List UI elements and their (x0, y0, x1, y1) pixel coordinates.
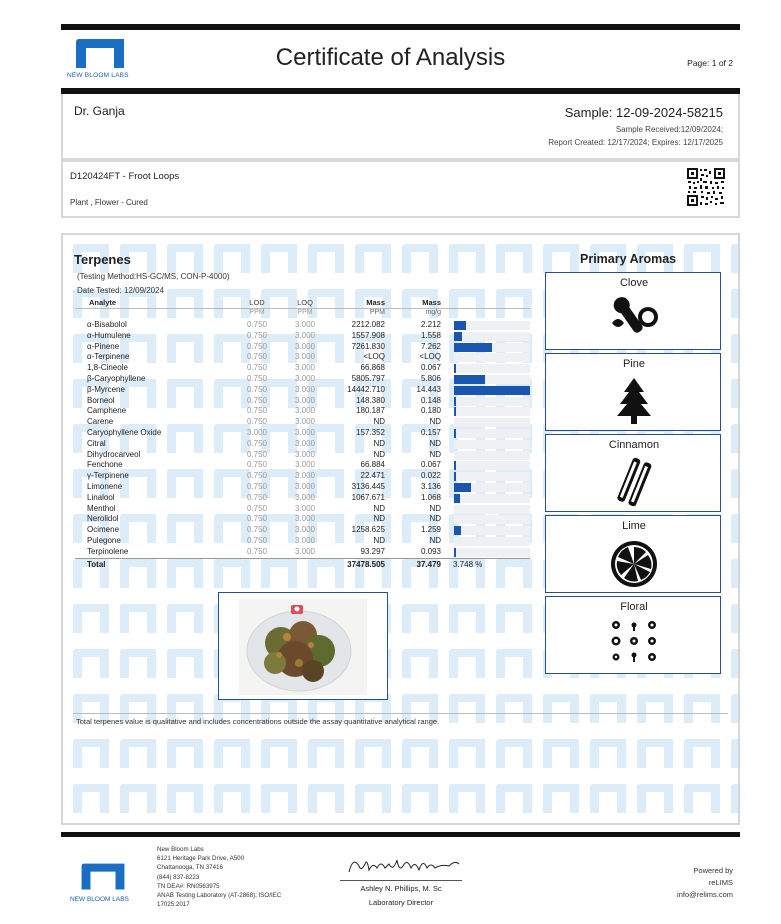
analyte-mass-mgg: 3.136 (420, 481, 441, 491)
analyte-lod: 0.750 (246, 471, 268, 481)
aroma-card-clove (545, 272, 721, 350)
table-row (75, 536, 530, 547)
analyte-lod: 0.750 (246, 525, 268, 535)
analyte-lod: 0.750 (246, 384, 268, 394)
analyte-mass-ppm: ND (373, 514, 385, 524)
analyte-name: β-Myrcene (87, 384, 125, 394)
analyte-name: Pulegone (87, 535, 121, 545)
col-lod: LOD (249, 298, 265, 307)
concentration-bar-track (454, 418, 530, 427)
analyte-mass-mgg: 7.262 (420, 341, 441, 351)
analyte-name: Nerolidol (87, 514, 119, 524)
concentration-bar (454, 548, 456, 557)
concentration-bar (454, 483, 471, 492)
concentration-bar-track (454, 429, 530, 438)
analyte-loq: 3.000 (294, 363, 316, 373)
analyte-lod: 0.750 (246, 438, 268, 448)
table-row (75, 493, 530, 504)
table-row (75, 450, 530, 461)
analyte-loq: 3.000 (294, 492, 316, 502)
analyte-loq: 3.000 (294, 535, 316, 545)
table-units (75, 309, 530, 320)
terpenes-table (75, 298, 530, 569)
analyte-loq: 3.000 (294, 320, 316, 329)
analyte-mass-mgg: 0.093 (420, 546, 441, 556)
table-row (75, 504, 530, 515)
analyte-lod: 0.750 (246, 395, 268, 405)
table-row (75, 471, 530, 482)
date-tested: Date Tested: 12/09/2024 (77, 286, 165, 295)
clove-icon (604, 293, 664, 345)
analyte-mass-mgg: ND (429, 438, 441, 448)
analyte-mass-mgg: ND (429, 503, 441, 513)
analyte-lod: 0.750 (246, 406, 268, 416)
concentration-bar-track (454, 386, 530, 395)
address-line: 6121 Heritage Park Drive, A500 (157, 855, 245, 863)
analyte-mass-mgg: 1.259 (420, 525, 441, 535)
analyte-name: Menthol (87, 503, 116, 513)
analyte-mass-mgg: ND (429, 535, 441, 545)
col-loq: LOQ (297, 298, 313, 307)
analyte-loq: 3.000 (294, 417, 316, 427)
table-row (75, 417, 530, 428)
analyte-loq: 3.000 (294, 546, 316, 556)
col-mass-ppm: Mass (366, 298, 385, 307)
concentration-bar (454, 472, 456, 481)
analyte-mass-ppm: 1067.671 (351, 492, 385, 502)
total-percent: 3.748 % (453, 559, 483, 569)
qualitative-note: Total terpenes value is qualitative and includes concentrations outside the assay quantitative analytical range. (76, 717, 440, 726)
table-total-row (75, 558, 530, 569)
cannabis-flower-image (219, 593, 389, 701)
analyte-mass-mgg: ND (429, 417, 441, 427)
flowers-icon (604, 617, 664, 669)
aroma-card-pine (545, 353, 721, 431)
analyte-lod: 0.750 (246, 449, 268, 459)
concentration-bar-track (454, 321, 530, 330)
total-mgg: 37.479 (416, 559, 441, 569)
concentration-bar-track (454, 364, 530, 373)
product-info-box (61, 160, 740, 218)
table-body (75, 320, 530, 558)
powered-by-name: reLIMS (708, 878, 733, 887)
analyte-loq: 3.000 (294, 406, 316, 416)
product-type: Plant , Flower - Cured (70, 198, 148, 207)
analyte-loq: 3.000 (294, 352, 316, 362)
page-number: Page: 1 of 2 (687, 58, 733, 68)
analyte-lod: 0.750 (246, 481, 268, 491)
analyte-mass-mgg: 14.443 (416, 384, 441, 394)
client-name: Dr. Ganja (74, 104, 125, 118)
new-bloom-labs-footer-logo-icon (78, 862, 128, 892)
concentration-bar (454, 429, 456, 438)
analyte-mass-ppm: ND (373, 535, 385, 545)
analyte-mass-ppm: ND (373, 417, 385, 427)
analyte-mass-ppm: 7261.830 (351, 341, 385, 351)
concentration-bar-track (454, 548, 530, 557)
product-name: D120424FT - Froot Loops (70, 171, 180, 182)
analyte-loq: 3.000 (294, 384, 316, 394)
analyte-mass-mgg: 5.806 (420, 373, 441, 383)
table-row (75, 460, 530, 471)
concentration-bar-track (454, 397, 530, 406)
logo-text: NEW BLOOM LABS (67, 72, 129, 79)
analyte-name: α-Bisabolol (87, 320, 127, 329)
analyte-mass-mgg: 1.558 (420, 330, 441, 340)
analyte-mass-ppm: 157.352 (356, 427, 385, 437)
analyte-lod: 0.750 (246, 330, 268, 340)
terpenes-title: Terpenes (74, 252, 131, 267)
concentration-bar-track (454, 537, 530, 546)
analyte-mass-mgg: 0.157 (420, 427, 441, 437)
concentration-bar-track (454, 483, 530, 492)
analyte-lod: 0.750 (246, 546, 268, 556)
analyte-mass-ppm: 14442.710 (347, 384, 385, 394)
powered-by-label: Powered by (693, 866, 733, 875)
lab-address (157, 845, 281, 909)
concentration-bar-track (454, 343, 530, 352)
analyte-lod: 0.750 (246, 363, 268, 373)
unit-loq: PPM (297, 309, 313, 316)
analyte-mass-ppm: ND (373, 449, 385, 459)
analyte-lod: 0.750 (246, 320, 268, 329)
concentration-bar-track (454, 353, 530, 362)
analyte-lod: 0.750 (246, 352, 268, 362)
concentration-bar-track (454, 375, 530, 384)
concentration-bar-track (454, 440, 530, 449)
table-row (75, 525, 530, 536)
analyte-mass-mgg: <LOQ (419, 352, 441, 362)
analyte-mass-ppm: 5805.797 (351, 373, 385, 383)
analyte-loq: 3.000 (294, 373, 316, 383)
analyte-name: 1,8-Cineole (87, 363, 128, 373)
total-ppm: 37478.505 (347, 559, 385, 569)
concentration-bar (454, 494, 460, 503)
unit-lod: PPM (249, 309, 265, 316)
address-line: 17025:2017 (157, 901, 190, 909)
concentration-bar-track (454, 332, 530, 341)
analyte-lod: 0.750 (246, 514, 268, 524)
analyte-mass-ppm: 3136.445 (351, 481, 385, 491)
analyte-loq: 3.000 (294, 449, 316, 459)
concentration-bar (454, 332, 462, 341)
footer-top-rule (61, 832, 740, 837)
analyte-loq: 3.000 (294, 341, 316, 351)
analyte-mass-mgg: ND (429, 449, 441, 459)
analyte-loq: 3.000 (294, 427, 316, 437)
analyte-mass-mgg: 0.067 (420, 363, 441, 373)
qr-code-icon (686, 167, 726, 207)
concentration-bar (454, 364, 456, 373)
concentration-bar (454, 386, 530, 395)
report-dates: Report Created: 12/17/2024; Expires: 12/17/2025 (548, 138, 723, 147)
cinnamon-stick-icon (604, 455, 664, 507)
analyte-mass-mgg: 0.180 (420, 406, 441, 416)
analyte-mass-ppm: 1557.908 (351, 330, 385, 340)
note-divider (73, 713, 728, 714)
table-row (75, 396, 530, 407)
analyte-loq: 3.000 (294, 438, 316, 448)
analyte-lod: 0.750 (246, 373, 268, 383)
analyte-mass-mgg: 0.067 (420, 460, 441, 470)
analyte-lod: 0.750 (246, 341, 268, 351)
table-row (75, 514, 530, 525)
analyte-name: Linalool (87, 492, 115, 502)
powered-by (677, 865, 733, 901)
analyte-name: Limonene (87, 481, 123, 491)
analyte-lod: 3.000 (246, 427, 268, 437)
footer-logo-text: NEW BLOOM LABS (70, 896, 129, 903)
analyte-loq: 3.000 (294, 514, 316, 524)
analyte-name: α-Pinene (87, 341, 120, 351)
aroma-label: Floral (620, 601, 648, 613)
table-row (75, 428, 530, 439)
concentration-bar (454, 375, 485, 384)
total-label: Total (87, 559, 106, 569)
analyte-mass-mgg: 0.148 (420, 395, 441, 405)
sample-received: Sample Received:12/09/2024; (615, 125, 723, 134)
aroma-card-cinnamon (545, 434, 721, 512)
analyte-name: Terpinolene (87, 546, 129, 556)
aroma-label: Clove (619, 277, 649, 289)
address-line: TN DEA#: RN0563975 (157, 882, 220, 890)
analyte-mass-ppm: <LOQ (363, 352, 385, 362)
analyte-mass-mgg: 0.022 (420, 471, 441, 481)
analyte-loq: 3.000 (294, 330, 316, 340)
unit-mass-mgg: mg/g (425, 309, 441, 316)
analyte-lod: 0.750 (246, 417, 268, 427)
analyte-name: β-Caryophyllene (87, 373, 146, 383)
analyte-name: Caryophyllene Oxide (87, 427, 162, 437)
aroma-label: Lime (622, 520, 646, 532)
analyte-mass-ppm: 1258.625 (351, 525, 385, 535)
analyte-name: Dihydrocarveol (87, 449, 141, 459)
analyte-lod: 0.750 (246, 535, 268, 545)
analyte-name: Camphene (87, 406, 127, 416)
analyte-mass-ppm: ND (373, 438, 385, 448)
lime-slice-icon (604, 536, 664, 588)
concentration-bar (454, 343, 492, 352)
sample-photo (218, 592, 388, 700)
table-row (75, 385, 530, 396)
table-row (75, 342, 530, 353)
table-row (75, 363, 530, 374)
analyte-loq: 3.000 (294, 395, 316, 405)
header-top-rule (61, 24, 740, 30)
analyte-name: Carene (87, 417, 114, 427)
address-line: Chattanooga, TN 37416 (157, 864, 223, 872)
analyte-mass-mgg: 2.212 (420, 320, 441, 329)
analyte-loq: 3.000 (294, 471, 316, 481)
analyte-mass-ppm: 148.380 (356, 395, 385, 405)
concentration-bar-track (454, 451, 530, 460)
analyte-loq: 3.000 (294, 503, 316, 513)
table-row (75, 439, 530, 450)
concentration-bar-track (454, 526, 530, 535)
signer-name: Ashley N. Phillips, M. Sc (360, 884, 442, 893)
signer-title: Laboratory Director (368, 898, 434, 907)
table-row (75, 374, 530, 385)
analyte-name: α-Terpinene (87, 352, 130, 362)
analyte-mass-ppm: 93.297 (360, 546, 385, 556)
aroma-label: Pine (622, 358, 646, 370)
analyte-loq: 3.000 (294, 460, 316, 470)
aroma-card-floral (545, 596, 721, 674)
concentration-bar (454, 397, 456, 406)
signature-line (340, 880, 462, 881)
concentration-bar-track (454, 494, 530, 503)
director-signature (345, 852, 465, 878)
col-analyte: Analyte (89, 298, 117, 307)
address-line: (844) 837-8223 (157, 873, 200, 881)
concentration-bar (454, 321, 466, 330)
table-header (75, 298, 530, 309)
concentration-bar-track (454, 472, 530, 481)
table-row (75, 547, 530, 558)
analyte-mass-mgg: 1.068 (420, 492, 441, 502)
aroma-label: Cinnamon (608, 439, 660, 451)
primary-aromas-title: Primary Aromas (580, 252, 677, 266)
table-row (75, 406, 530, 417)
analyte-lod: 0.750 (246, 503, 268, 513)
aroma-card-lime (545, 515, 721, 593)
analyte-mass-ppm: 66.884 (360, 460, 385, 470)
table-row (75, 331, 530, 342)
analyte-lod: 0.750 (246, 460, 268, 470)
testing-method: (Testing Method:HS-GC/MS, CON-P-4000) (77, 272, 230, 281)
analyte-name: Fenchone (87, 460, 123, 470)
analyte-mass-ppm: 66.868 (360, 363, 385, 373)
analyte-name: Borneol (87, 395, 115, 405)
table-row (75, 320, 530, 331)
concentration-bar (454, 526, 461, 535)
powered-by-email: info@relims.com (677, 890, 733, 899)
concentration-bar (454, 407, 456, 416)
page-title: Certificate of Analysis (275, 44, 506, 71)
concentration-bar-track (454, 407, 530, 416)
analyte-mass-ppm: 180.187 (356, 406, 385, 416)
sample-id: Sample: 12-09-2024-58215 (564, 105, 723, 120)
pine-tree-icon (604, 374, 664, 426)
analyte-mass-mgg: ND (429, 514, 441, 524)
address-line: ANAB Testing Laboratory (AT-2868); ISO/IEC (157, 892, 282, 900)
unit-mass-ppm: PPM (369, 309, 385, 316)
table-row (75, 482, 530, 493)
concentration-bar-track (454, 505, 530, 514)
analyte-name: Citral (87, 438, 106, 448)
analyte-mass-ppm: 22.471 (360, 471, 385, 481)
analyte-loq: 3.000 (294, 525, 316, 535)
analyte-name: α-Humulene (87, 330, 131, 340)
concentration-bar-track (454, 515, 530, 524)
address-line: New Bloom Labs (157, 846, 204, 853)
analyte-lod: 0.750 (246, 492, 268, 502)
analyte-mass-ppm: 2212.082 (351, 320, 385, 329)
analyte-loq: 3.000 (294, 481, 316, 491)
concentration-bar-track (454, 461, 530, 470)
table-row (75, 352, 530, 363)
concentration-bar (454, 461, 456, 470)
analyte-mass-ppm: ND (373, 503, 385, 513)
analyte-name: γ-Terpinene (87, 471, 129, 481)
col-mass-mgg: Mass (422, 298, 441, 307)
analyte-name: Ocimene (87, 525, 120, 535)
